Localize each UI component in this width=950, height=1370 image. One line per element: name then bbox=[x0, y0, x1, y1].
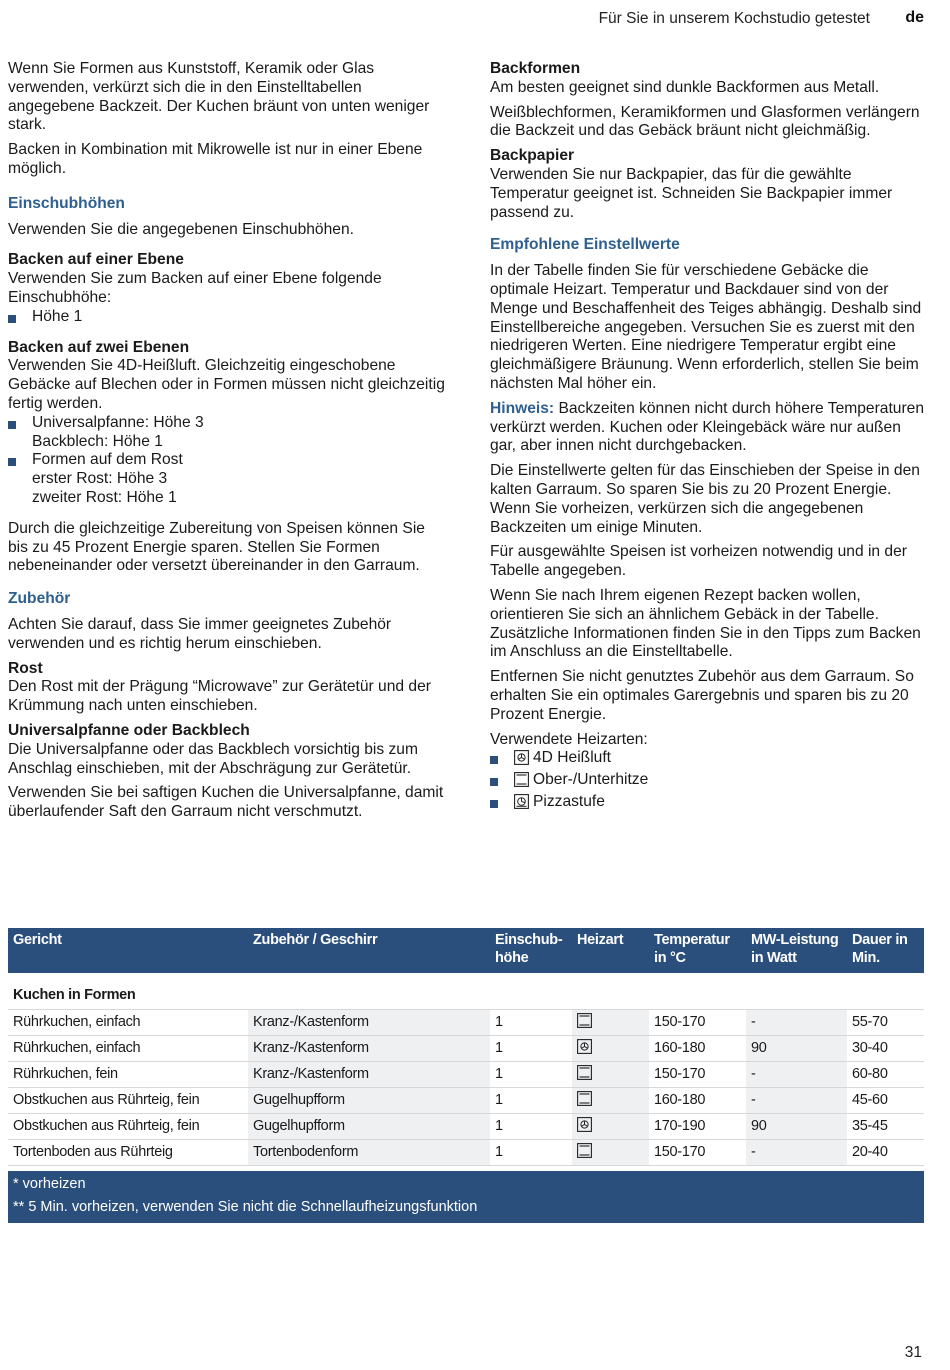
list-item-label: Ober-/Unterhitze bbox=[533, 771, 649, 789]
top-bottom-heat-icon bbox=[577, 1065, 592, 1084]
cell-dauer: 35-45 bbox=[847, 1113, 924, 1139]
cell-heizart bbox=[572, 1087, 649, 1113]
table-header-row bbox=[8, 928, 924, 973]
page-number: 31 bbox=[904, 1344, 922, 1361]
table-footnote-row bbox=[8, 1195, 924, 1223]
column-header-zubehoer: Zubehör / Geschirr bbox=[248, 928, 490, 973]
cell-zubehoer: Kranz-/Kastenform bbox=[248, 1009, 490, 1035]
cell-mw-leistung: 90 bbox=[746, 1035, 847, 1061]
fan-heat-icon bbox=[577, 1117, 592, 1136]
subheading-zwei-ebenen: Backen auf zwei Ebenen bbox=[8, 338, 190, 356]
cell-dauer: 60-80 bbox=[847, 1061, 924, 1087]
section-heading-einschubhoehen: Einschubhöhen bbox=[8, 194, 125, 212]
cell-temperatur: 150-170 bbox=[649, 1139, 746, 1165]
paragraph-rost: Den Rost mit der Prägung “Microwave” zur Gerätetür und der Krümmung nach unten einschieben. bbox=[8, 678, 431, 715]
note-hinweis bbox=[490, 400, 930, 456]
cell-gericht: Rührkuchen, einfach bbox=[8, 1035, 248, 1061]
cell-heizart bbox=[572, 1113, 649, 1139]
left-column bbox=[8, 60, 448, 828]
cell-heizart bbox=[572, 1139, 649, 1165]
cell-mw-leistung: 90 bbox=[746, 1113, 847, 1139]
cell-gericht: Obstkuchen aus Rührteig, fein bbox=[8, 1113, 248, 1139]
cell-gericht: Obstkuchen aus Rührteig, fein bbox=[8, 1087, 248, 1113]
page-header bbox=[0, 8, 950, 30]
cell-einschubhoehe: 1 bbox=[490, 1035, 572, 1061]
paragraph-backpapier: Verwenden Sie nur Backpapier, das für die gewählte Temperatur geeignet ist. Schneiden Sie Backpapier immer passend zu. bbox=[490, 165, 893, 221]
cell-temperatur: 160-180 bbox=[649, 1087, 746, 1113]
cell-heizart bbox=[572, 1009, 649, 1035]
cell-temperatur: 150-170 bbox=[649, 1009, 746, 1035]
cell-einschubhoehe: 1 bbox=[490, 1113, 572, 1139]
paragraph-formen: Wenn Sie Formen aus Kunststoff, Keramik oder Glas verwenden, verkürzt sich die in den Einstelltabellen angegebene Backzeit. Der Kuchen bräunt von unten weniger stark. bbox=[8, 60, 430, 134]
heizarten-list bbox=[490, 749, 930, 814]
paragraph-backformen: Am besten geeignet sind dunkle Backformen aus Metall. bbox=[490, 78, 880, 96]
cell-zubehoer: Gugelhupfform bbox=[248, 1087, 490, 1113]
top-bottom-heat-icon bbox=[514, 772, 529, 793]
group-label: Kuchen in Formen bbox=[8, 973, 924, 1009]
top-bottom-heat-icon bbox=[577, 1143, 592, 1162]
list-item-line: Formen auf dem Rost bbox=[32, 451, 183, 469]
bullet-list-eine-ebene bbox=[8, 308, 448, 327]
list-item bbox=[8, 451, 448, 507]
table-row bbox=[8, 1087, 924, 1113]
list-item bbox=[8, 414, 448, 452]
cell-temperatur: 160-180 bbox=[649, 1035, 746, 1061]
column-header-einschubhoehe: Einschub-höhe bbox=[490, 928, 572, 973]
top-bottom-heat-icon bbox=[577, 1013, 592, 1032]
cell-gericht: Rührkuchen, einfach bbox=[8, 1009, 248, 1035]
list-item-line: Backblech: Höhe 1 bbox=[32, 432, 163, 450]
list-item bbox=[490, 749, 930, 771]
cell-zubehoer: Tortenbodenform bbox=[248, 1139, 490, 1165]
footnote-schnellaufheizung: ** 5 Min. vorheizen, verwenden Sie nicht die Schnellaufheizungsfunktion bbox=[8, 1195, 924, 1223]
cell-heizart bbox=[572, 1035, 649, 1061]
bullet-list-zwei-ebenen bbox=[8, 414, 448, 508]
table-row bbox=[8, 1035, 924, 1061]
paragraph-vorheizen: Für ausgewählte Speisen ist vorheizen notwendig und in der Tabelle angegeben. bbox=[490, 543, 907, 580]
cell-zubehoer: Gugelhupfform bbox=[248, 1113, 490, 1139]
table-group-row bbox=[8, 973, 924, 1009]
settings-table bbox=[8, 928, 924, 1223]
paragraph-zubehoer: Achten Sie darauf, dass Sie immer geeignetes Zubehör verwenden und es richtig herum einschieben. bbox=[8, 615, 392, 652]
cell-dauer: 55-70 bbox=[847, 1009, 924, 1035]
paragraph-kalter-garraum: Die Einstellwerte gelten für das Einschieben der Speise in den kalten Garraum. So sparen Sie bis zu 20 Prozent Energie. Wenn Sie vorheizen, verkürzen sich die angegebenen Backzeiten um einige Minuten. bbox=[490, 462, 920, 536]
list-item-line: zweiter Rost: Höhe 1 bbox=[32, 488, 177, 506]
table-footnote-row bbox=[8, 1171, 924, 1195]
cell-dauer: 45-60 bbox=[847, 1087, 924, 1113]
right-column bbox=[490, 60, 930, 815]
list-item-label: Pizzastufe bbox=[533, 792, 605, 810]
list-item bbox=[490, 793, 930, 815]
top-bottom-heat-icon bbox=[577, 1091, 592, 1110]
section-heading-einstellwerte: Empfohlene Einstellwerte bbox=[490, 236, 680, 254]
footnote-vorheizen: * vorheizen bbox=[8, 1171, 924, 1195]
cell-mw-leistung: - bbox=[746, 1139, 847, 1165]
cell-mw-leistung: - bbox=[746, 1061, 847, 1087]
cell-einschubhoehe: 1 bbox=[490, 1087, 572, 1113]
heizarten-intro: Verwendete Heizarten: bbox=[490, 730, 648, 748]
list-item: Höhe 1 bbox=[8, 308, 448, 327]
cell-zubehoer: Kranz-/Kastenform bbox=[248, 1035, 490, 1061]
cell-temperatur: 170-190 bbox=[649, 1113, 746, 1139]
fan-heat-icon bbox=[514, 750, 529, 771]
hinweis-label: Hinweis: bbox=[490, 399, 555, 417]
subheading-backpapier: Backpapier bbox=[490, 147, 575, 165]
list-item-line: Universalpfanne: Höhe 3 bbox=[32, 413, 204, 431]
table-row bbox=[8, 1009, 924, 1035]
column-header-dauer: Dauer in Min. bbox=[847, 928, 924, 973]
cell-gericht: Tortenboden aus Rührteig bbox=[8, 1139, 248, 1165]
fan-heat-icon bbox=[577, 1039, 592, 1058]
paragraph-zwei-ebenen: Verwenden Sie 4D-Heißluft. Gleichzeitig eingeschobene Gebäcke auf Blechen oder in Formen müssen nicht gleichzeitig fertig werden. bbox=[8, 357, 445, 412]
paragraph-weissblech: Weißblechformen, Keramikformen und Glasformen verlängern die Backzeit und das Gebäck bräunt nicht gleichmäßig. bbox=[490, 103, 920, 140]
language-code: de bbox=[905, 9, 924, 26]
paragraph-zubehoer-entfernen: Entfernen Sie nicht genutztes Zubehör aus dem Garraum. So erhalten Sie ein optimales Garergebnis und sparen bis zu 20 Prozent Energie. bbox=[490, 668, 914, 723]
column-header-gericht: Gericht bbox=[8, 928, 248, 973]
column-header-mw-leistung: MW-Leistung in Watt bbox=[746, 928, 847, 973]
cell-zubehoer: Kranz-/Kastenform bbox=[248, 1061, 490, 1087]
paragraph-saftig: Verwenden Sie bei saftigen Kuchen die Universalpfanne, damit überlaufender Saft den Garraum nicht verschmutzt. bbox=[8, 784, 444, 821]
cell-dauer: 20-40 bbox=[847, 1139, 924, 1165]
list-item-line: erster Rost: Höhe 3 bbox=[32, 470, 168, 488]
paragraph-eine-ebene: Verwenden Sie zum Backen auf einer Ebene folgende Einschubhöhe: bbox=[8, 270, 382, 306]
subheading-rost: Rost bbox=[8, 659, 43, 677]
list-item bbox=[490, 771, 930, 793]
cell-gericht: Rührkuchen, fein bbox=[8, 1061, 248, 1087]
column-header-heizart: Heizart bbox=[572, 928, 649, 973]
cell-temperatur: 150-170 bbox=[649, 1061, 746, 1087]
header-title: Für Sie in unserem Kochstudio getestet bbox=[598, 10, 870, 27]
paragraph-einstellwerte: In der Tabelle finden Sie für verschiedene Gebäcke die optimale Heizart. Temperatur und Backdauer sind von der Menge und Beschaffenheit des Teiges abhängig. Deshalb sind Einstellbereiche angegeben. Versuchen Sie es zuerst mit den niedrigeren Werten. Eine niedrigere Temperatur ergibt eine gleichmäßigere Bräunung. Wenn erforderlich, stellen Sie beim nächsten Mal höher ein. bbox=[490, 262, 922, 392]
paragraph-universalpfanne: Die Universalpfanne oder das Backblech vorsichtig bis zum Anschlag einschieben, mit der Abschrägung zur Gerätetür. bbox=[8, 740, 418, 777]
subheading-eine-ebene: Backen auf einer Ebene bbox=[8, 251, 184, 269]
cell-einschubhoehe: 1 bbox=[490, 1139, 572, 1165]
cell-einschubhoehe: 1 bbox=[490, 1061, 572, 1087]
table-row bbox=[8, 1113, 924, 1139]
subheading-backformen: Backformen bbox=[490, 60, 581, 77]
cell-mw-leistung: - bbox=[746, 1009, 847, 1035]
paragraph-einschubhoehen: Verwenden Sie die angegebenen Einschubhöhen. bbox=[8, 220, 354, 238]
pizza-setting-icon bbox=[514, 794, 529, 815]
paragraph-eigenes-rezept: Wenn Sie nach Ihrem eigenen Rezept backen wollen, orientieren Sie sich an ähnlichem Gebäck in der Tabelle. Zusätzliche Informationen finden Sie in den Tipps zum Backen im Anschluss an die Einstelltabelle. bbox=[490, 586, 921, 661]
section-heading-zubehoer: Zubehör bbox=[8, 590, 71, 608]
column-header-temperatur: Temperatur in °C bbox=[649, 928, 746, 973]
cell-heizart bbox=[572, 1061, 649, 1087]
cell-dauer: 30-40 bbox=[847, 1035, 924, 1061]
table-row bbox=[8, 1139, 924, 1165]
cell-mw-leistung: - bbox=[746, 1087, 847, 1113]
hinweis-text: Backzeiten können nicht durch höhere Temperaturen verkürzt werden. Kuchen oder Kleingebäck wäre nur außen gar, aber innen nicht durchgebacken. bbox=[490, 399, 924, 455]
paragraph-energie: Durch die gleichzeitige Zubereitung von Speisen können Sie bis zu 45 Prozent Energie sparen. Stellen Sie Formen nebeneinander oder versetzt übereinander in den Garraum. bbox=[8, 519, 425, 575]
subheading-universalpfanne: Universalpfanne oder Backblech bbox=[8, 721, 250, 739]
cell-einschubhoehe: 1 bbox=[490, 1009, 572, 1035]
paragraph-mikrowelle: Backen in Kombination mit Mikrowelle ist nur in einer Ebene möglich. bbox=[8, 141, 423, 177]
table-row bbox=[8, 1061, 924, 1087]
list-item-label: 4D Heißluft bbox=[533, 749, 611, 767]
